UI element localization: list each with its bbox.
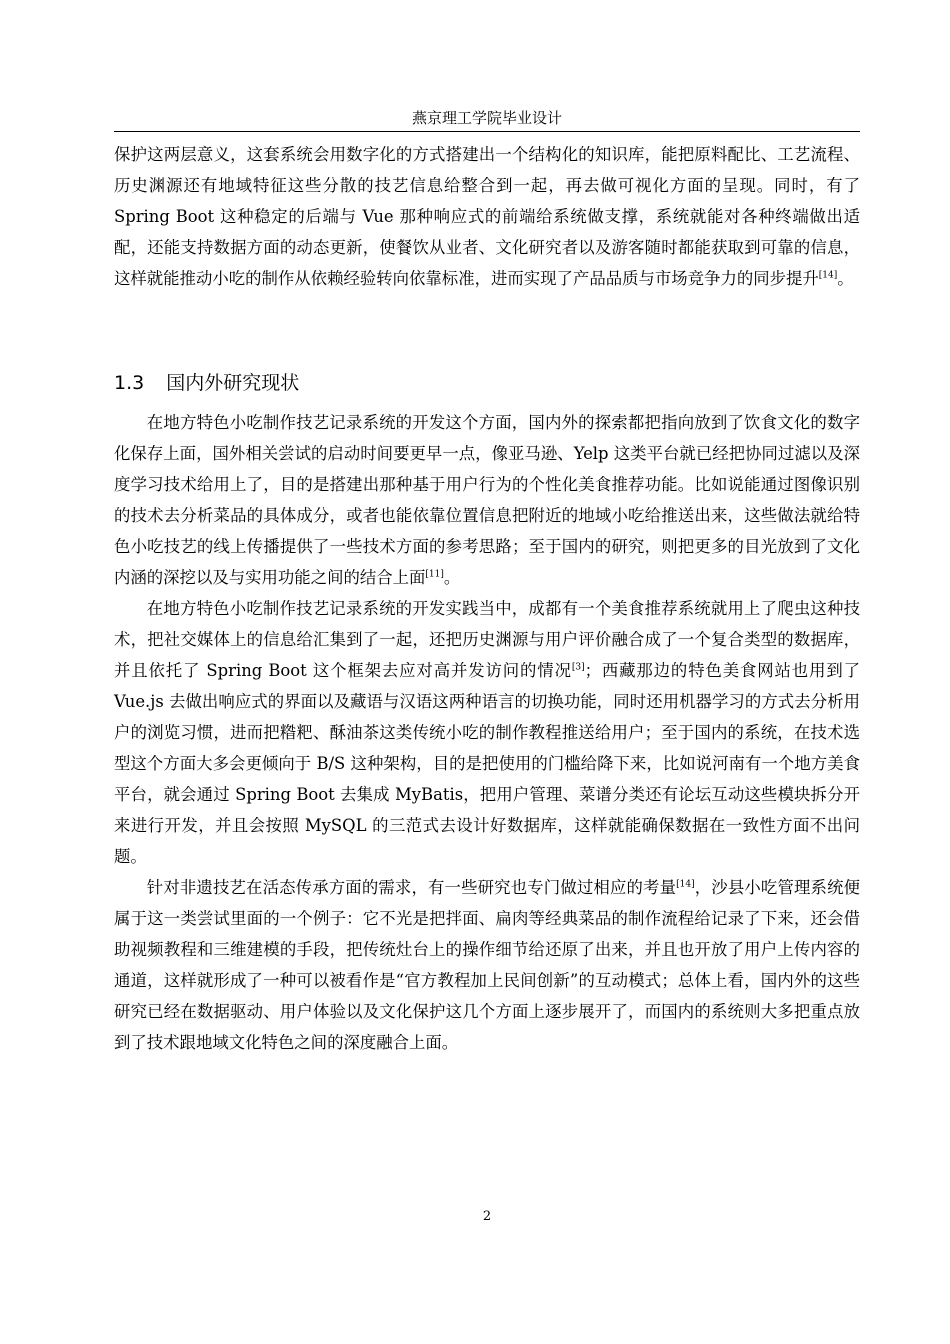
citation-ref: [11] xyxy=(425,569,444,580)
header-divider xyxy=(114,131,860,132)
section-heading xyxy=(114,366,299,400)
citation-ref: [3] xyxy=(571,662,585,673)
section-paragraph-2 xyxy=(114,593,860,872)
paragraph-1-end: 。 xyxy=(443,568,461,587)
section-body xyxy=(114,407,860,1058)
intro-paragraph-end: 。 xyxy=(837,269,854,288)
intro-continuation xyxy=(114,139,860,294)
section-title: 国内外研究现状 xyxy=(166,372,300,394)
paragraph-3-text-b: ，沙县小吃管理系统便属于这一类尝试里面的一个例子：它不光是把拌面、扁肉等经典菜品的制作流程给记录了下来，还会借助视频教程和三维建模的手段，把传统灶台上的操作细节给还原了出来，并且也开放了用户上传内容的通道，这样就形成了一种可以被看作是“官方教程加上民间创新”的互动模式；总体上看，国内外的这些研究已经在数据驱动、用户体验以及文化保护这几个方面上逐步展开了，而国内的系统则大多把重点放到了技术跟地域文化特色之间的深度融合上面。 xyxy=(114,878,861,1052)
paragraph-2-text-b: ；西藏那边的特色美食网站也用到了 Vue.js 去做出响应式的界面以及藏语与汉语这两种语言的切换功能，同时还用机器学习的方式去分析用户的浏览习惯，进而把糌粑、酥油茶这类传统小吃的制作教程推送给用户；至于国内的系统，在技术选型这个方面大多会更倾向于 B/S 这种架构，目的是把使用的门槛给降下来，比如说河南有一个地方美食平台，就会通过 Spring Boot 去集成 MyBatis，把用户管理、菜谱分类还有论坛互动这些模块拆分开来进行开发，并且会按照 MySQL 的三范式去设计好数据库，这样就能确保数据在一致性方面不出问题。 xyxy=(114,661,861,866)
section-paragraph-1 xyxy=(114,407,860,593)
section-number: 1.3 xyxy=(114,372,145,394)
citation-ref: [14] xyxy=(676,879,695,890)
paragraph-3-text-a: 针对非遗技艺在活态传承方面的需求，有一些研究也专门做过相应的考量 xyxy=(146,878,677,897)
intro-paragraph xyxy=(114,139,860,294)
section-paragraph-3 xyxy=(114,872,860,1058)
page-number: 2 xyxy=(482,1209,492,1224)
intro-paragraph-text: 保护这两层意义，这套系统会用数字化的方式搭建出一个结构化的知识库，能把原料配比、工艺流程、历史渊源还有地域特征这些分散的技艺信息给整合到一起，再去做可视化方面的呈现。同时，有了 Spring Boot 这种稳定的后端与 Vue 那种响应式的前端给系统做支撑，系统就能对各种终端做出适配，还能支持数据方面的动态更新，使餐饮从业者、文化研究者以及游客随时都能获取到可靠的信息，这样就能推动小吃的制作从依赖经验转向依靠标准，进而实现了产品品质与市场竞争力的同步提升 xyxy=(114,145,860,288)
running-header-title: 燕京理工学院毕业设计 xyxy=(411,109,562,127)
citation-ref: [14] xyxy=(818,270,838,281)
paragraph-1-text: 在地方特色小吃制作技艺记录系统的开发这个方面，国内外的探索都把指向放到了饮食文化的数字化保存上面，国外相关尝试的启动时间要更早一点，像亚马逊、Yelp 这类平台就已经把协同过滤以及深度学习技术给用上了，目的是搭建出那种基于用户行为的个性化美食推荐功能。比如说能通过图像识别的技术去分析菜品的具体成分，或者也能依靠位置信息把附近的地域小吃给推送出来，这些做法就给特色小吃技艺的线上传播提供了一些技术方面的参考思路；至于国内的研究，则把更多的目光放到了文化内涵的深挖以及与实用功能之间的结合上面 xyxy=(114,413,860,587)
paragraph-2-text-a: 在地方特色小吃制作技艺记录系统的开发实践当中，成都有一个美食推荐系统就用上了爬虫这种技术，把社交媒体上的信息给汇集到了一起，还把历史渊源与用户评价融合成了一个复合类型的数据库，并且依托了 Spring Boot 这个框架去应对高并发访问的情况 xyxy=(114,599,860,680)
